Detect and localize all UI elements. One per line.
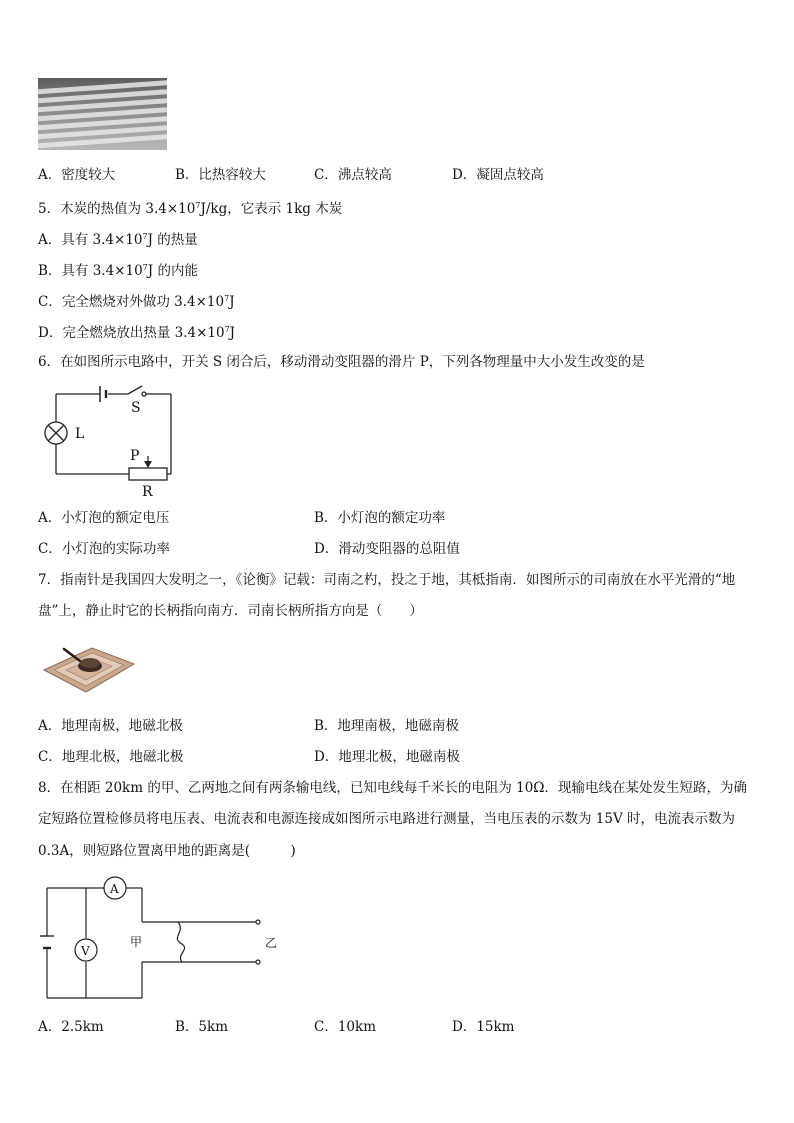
lamp-label: L [75,426,85,442]
slider-label: P [130,448,140,464]
q8-stem-line2: 定短路位置检修员将电压表、电流表和电源连接成如图所示电路进行测量，当电压表的示数为 15V 时，电流表示数为 [38,811,736,827]
q6-option-b: B．小灯泡的额定功率 [314,510,446,526]
switch-label: S [131,400,141,416]
voltmeter-label: V [81,944,90,958]
q4-option-b: B．比热容较大 [175,167,266,183]
q7-option-a: A．地理南极，地磁北极 [38,718,183,734]
q5-stem-text: 5．木炭的热值为 3.4×10 [38,201,196,217]
q8-circuit-diagram [36,872,286,1004]
q5-d-exponent: 7 [224,325,230,334]
q6-option-d: D．滑动变阻器的总阻值 [314,541,460,557]
q7-option-c: C．地理北极，地磁北极 [38,749,184,765]
q6-stem: 6．在如图所示电路中，开关 S 闭合后，移动滑动变阻器的滑片 P，下列各物理量中大小发生改变的是 [38,354,645,370]
q8-option-d: D．15km [452,1019,515,1035]
sinan-compass-image [40,636,136,696]
ammeter-label: A [110,882,119,896]
q7-stem-line1: 7．指南针是我国四大发明之一，《论衡》记载：司南之杓，投之于地，其柢指南．如图所示的司南放在水平光滑的“地 [38,572,736,588]
q4-option-c: C．沸点较高 [314,167,392,183]
q5-d-text: D．完全燃烧放出热量 3.4×10 [38,325,225,341]
q7-stem-line2: 盘”上，静止时它的长柄指向南方．司南长柄所指方向是（ ） [38,603,423,619]
q8-option-b: B．5km [175,1019,228,1035]
q5-b-text-end: J 的内能 [147,263,198,279]
q5-option-d [38,320,235,343]
q4-option-d: D．凝固点较高 [452,167,544,183]
q5-b-text: B．具有 3.4×10 [38,263,143,279]
q5-c-exponent: 7 [224,294,230,303]
q6-option-a: A．小灯泡的额定电压 [38,510,170,526]
q7-option-d: D．地理北极，地磁南极 [314,749,460,765]
place-a-label: 甲 [130,935,143,949]
place-b-label: 乙 [265,936,278,950]
resistor-label: R [142,484,153,500]
slider-arrow [144,461,152,468]
q5-stem [38,196,342,219]
q6-option-c: C．小灯泡的实际功率 [38,541,170,557]
q5-c-text-end: J [229,294,235,310]
q5-b-exponent: 7 [142,263,148,272]
floor-heating-photo [38,78,167,150]
q7-option-b: B．地理南极，地磁南极 [314,718,459,734]
q8-option-a: A．2.5km [38,1019,104,1035]
q5-stem-text-end: J/kg，它表示 1kg 木炭 [200,201,343,217]
q5-a-text: A．具有 3.4×10 [38,232,143,248]
q5-option-c [38,289,235,312]
q5-option-a [38,227,198,250]
q5-option-b [38,258,198,281]
q5-d-text-end: J [229,325,236,341]
q8-stem-line3: 0.3A，则短路位置离甲地的距离是( ) [38,843,296,859]
q5-a-exponent: 7 [142,232,148,241]
q5-a-text-end: J 的热量 [147,232,198,248]
q4-option-a: A．密度较大 [38,167,116,183]
q5-c-text: C．完全燃烧对外做功 3.4×10 [38,294,225,310]
q8-option-c: C．10km [314,1019,376,1035]
q5-stem-exponent: 7 [195,201,201,210]
q8-stem-line1: 8．在相距 20km 的甲、乙两地之间有两条输电线，已知电线每千米长的电阻为 10Ω．现输电线在某处发生短路，为确 [38,780,747,796]
q6-circuit-diagram [36,382,186,500]
